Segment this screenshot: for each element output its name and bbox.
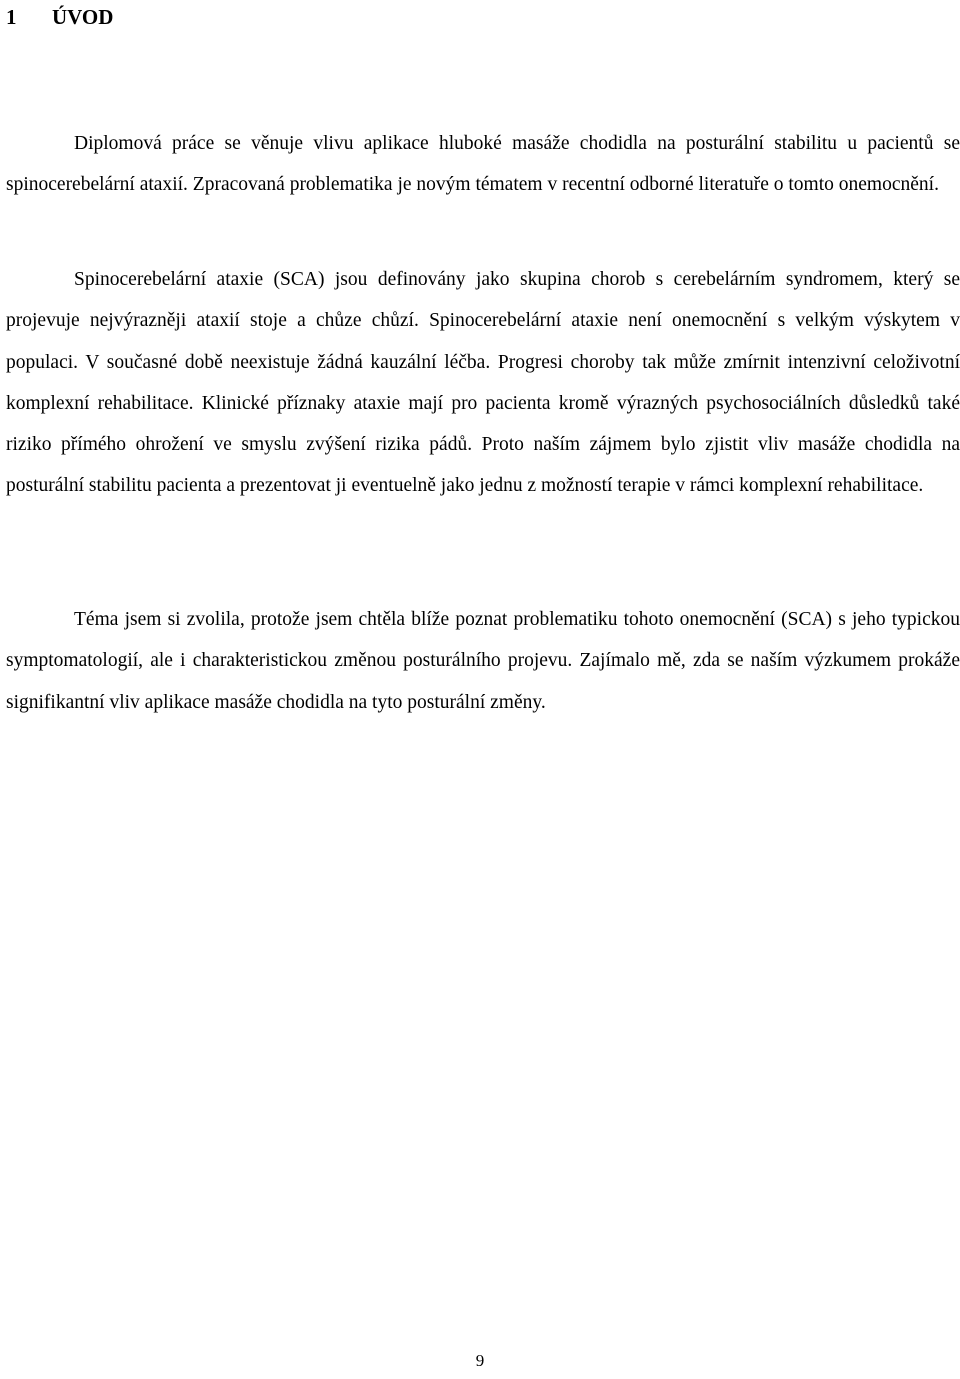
paragraph-motivation: Téma jsem si zvolila, protože jsem chtěla blíže poznat problematiku tohoto onemocnění (SCA) s jeho typickou symptomatologií, ale i charakteristickou změnou posturálního projevu. Zajímalo mě, zda se naším výzkumem prokáže signifikantní vliv aplikace masáže chodidla na tyto posturální změny. [6, 609, 960, 713]
chapter-number: 1 [6, 5, 17, 29]
chapter-title: ÚVOD [52, 5, 114, 29]
paragraph-sca-definition: Spinocerebelární ataxie (SCA) jsou definovány jako skupina chorob s cerebelárním syndromem, který se projevuje nejvýrazněji ataxií stoje a chůze chůzí. Spinocerebelární ataxie není onemocnění s velkým výskytem v populaci. V současné době neexistuje žádná kauzální léčba. Progresi choroby tak může zmírnit intenzivní celoživotní komplexní rehabilitace. Klinické příznaky ataxie mají pro pacienta kromě výrazných psychosociálních důsledků také riziko přímého ohrožení ve smyslu zvýšení rizika pádů. Proto naším zájmem bylo zjistit vliv masáže chodidla na posturální stabilitu pacienta a prezentovat ji eventuelně jako jednu z možností terapie v rámci komplexní rehabilitace. [6, 269, 960, 497]
page-number: 9 [475, 1351, 485, 1370]
paragraph-intro: Diplomová práce se věnuje vlivu aplikace hluboké masáže chodidla na posturální stabilitu u pacientů se spinocerebelární ataxií. Zpracovaná problematika je novým tématem v recentní odborné literatuře o tomto onemocnění. [6, 133, 960, 196]
chapter-heading [6, 4, 113, 30]
